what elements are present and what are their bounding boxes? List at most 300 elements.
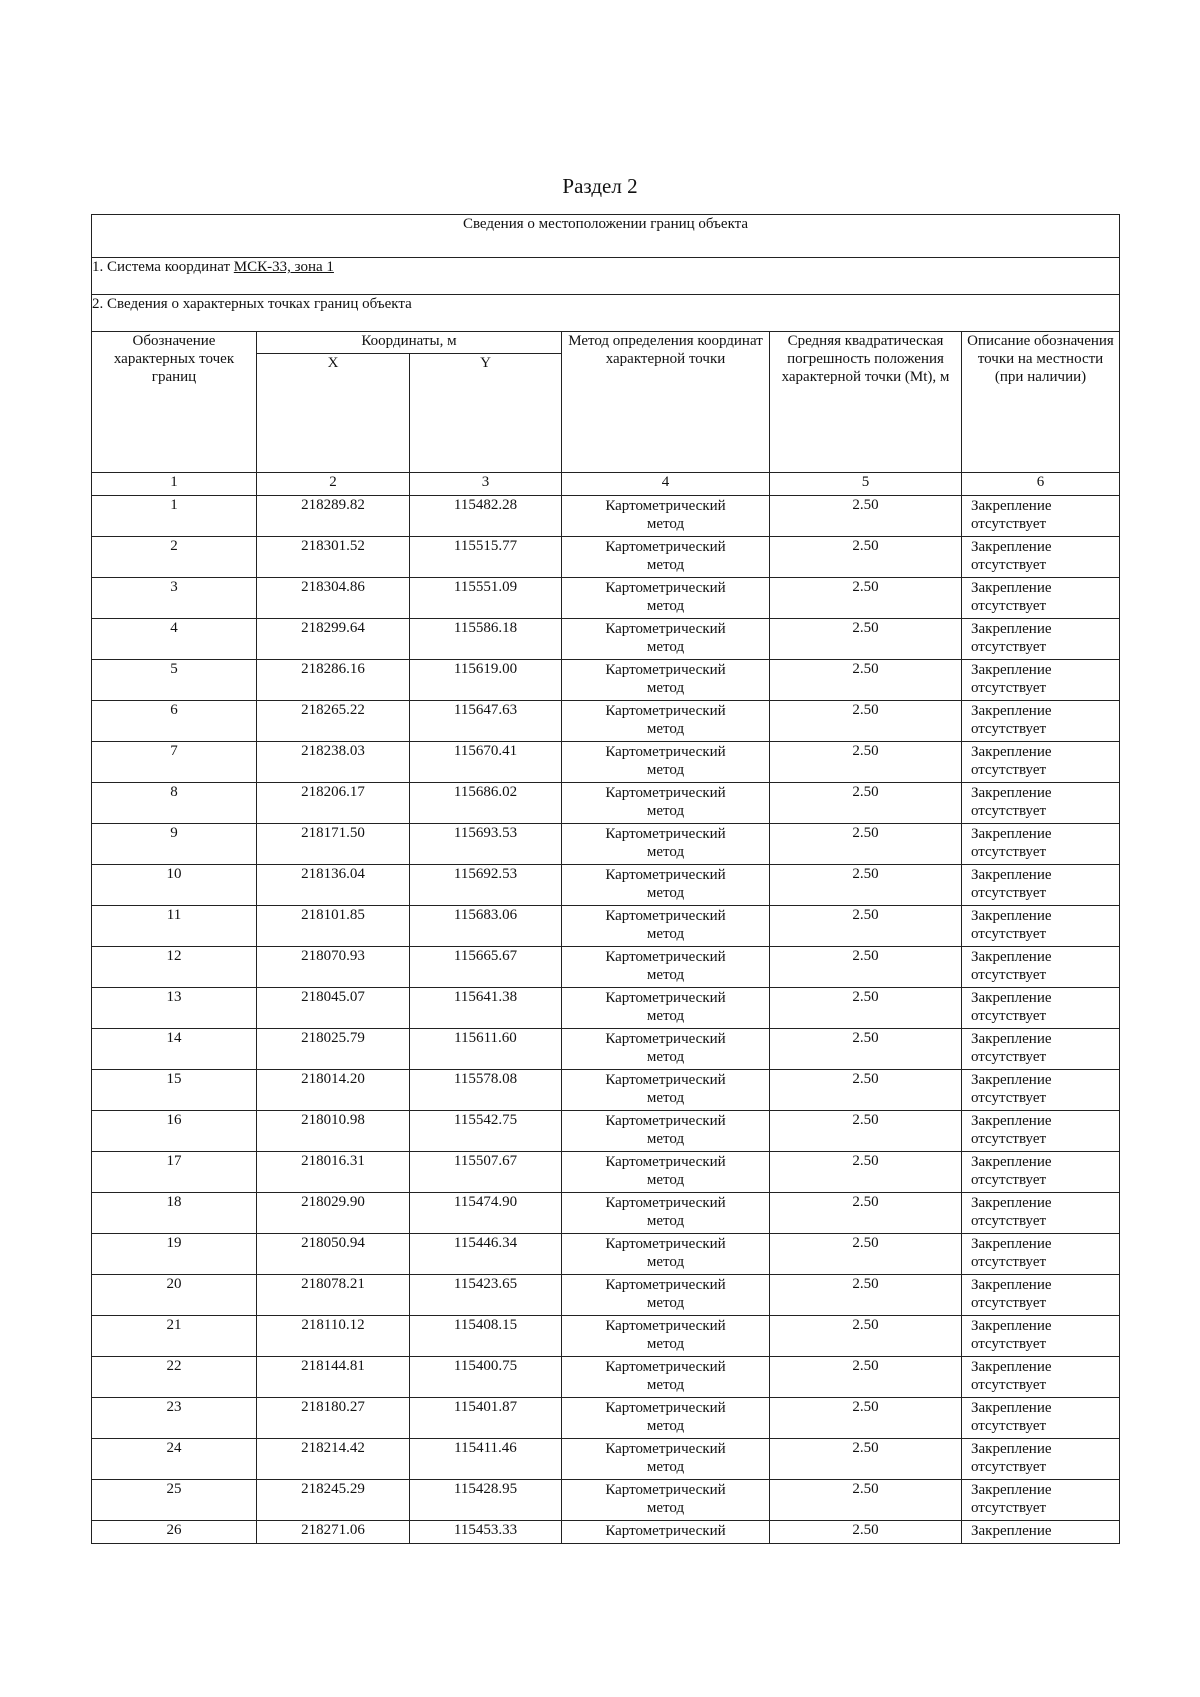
header-y: Y (410, 354, 562, 473)
coord-y: 115670.41 (453, 743, 518, 759)
coord-x: 218029.90 (301, 1194, 365, 1210)
error-value: 2.50 (852, 1194, 879, 1210)
coord-y: 115641.38 (453, 989, 518, 1005)
table-row (92, 1480, 1120, 1521)
cell-y (410, 742, 562, 783)
coord-x: 218014.20 (301, 1071, 365, 1087)
table-row (92, 1357, 1120, 1398)
method-line2: метод (646, 1090, 685, 1106)
method-line1: Картометрический (605, 1523, 726, 1539)
method-line2: метод (646, 1131, 685, 1147)
table-row (92, 865, 1120, 906)
coord-y: 115683.06 (453, 907, 518, 923)
point-number: 8 (170, 784, 178, 800)
cell-number (92, 578, 257, 619)
desc-line1: Закрепление (971, 1318, 1052, 1334)
cell-x (257, 496, 410, 537)
error-value: 2.50 (852, 1071, 879, 1087)
error-value: 2.50 (852, 1030, 879, 1046)
cell-x (257, 906, 410, 947)
boundary-points-table (91, 214, 1120, 1544)
cell-y (410, 1111, 562, 1152)
coord-x: 218214.42 (301, 1440, 365, 1456)
cell-description (962, 1521, 1120, 1544)
error-value: 2.50 (852, 907, 879, 923)
desc-line2: отсутствует (971, 1131, 1047, 1147)
header-designation: Обозначение характерных точек границ (92, 332, 257, 473)
cell-description (962, 1316, 1120, 1357)
coord-x: 218289.82 (301, 497, 365, 513)
method-line2: метод (646, 1213, 685, 1229)
cell-number (92, 906, 257, 947)
desc-line1: Закрепление (971, 662, 1052, 678)
desc-line2: отсутствует (971, 1295, 1047, 1311)
cell-x (257, 1398, 410, 1439)
cell-error (770, 1521, 962, 1544)
cell-method (562, 906, 770, 947)
coord-x: 218238.03 (301, 743, 365, 759)
method-line2: метод (646, 885, 685, 901)
cell-y (410, 1029, 562, 1070)
cell-method (562, 824, 770, 865)
error-value: 2.50 (852, 948, 879, 964)
coord-y: 115619.00 (453, 661, 518, 677)
table-row (92, 701, 1120, 742)
cell-number (92, 1316, 257, 1357)
header-x: X (257, 354, 410, 473)
cell-description (962, 824, 1120, 865)
coord-x: 218010.98 (301, 1112, 365, 1128)
cell-description (962, 1480, 1120, 1521)
method-line2: метод (646, 680, 685, 696)
cell-number (92, 824, 257, 865)
cell-error (770, 988, 962, 1029)
cell-number (92, 1521, 257, 1544)
cell-number (92, 783, 257, 824)
table-row (92, 1521, 1120, 1544)
method-line2: метод (646, 639, 685, 655)
desc-line2: отсутствует (971, 1254, 1047, 1270)
cell-number (92, 1480, 257, 1521)
cell-description (962, 1193, 1120, 1234)
error-value: 2.50 (852, 989, 879, 1005)
cell-number (92, 1029, 257, 1070)
method-line2: метод (646, 1295, 685, 1311)
cell-description (962, 783, 1120, 824)
desc-line1: Закрепление (971, 826, 1052, 842)
coord-x: 218070.93 (301, 948, 365, 964)
cell-x (257, 947, 410, 988)
desc-line1: Закрепление (971, 1236, 1052, 1252)
cell-number (92, 1439, 257, 1480)
method-line2: метод (646, 557, 685, 573)
cell-x (257, 1357, 410, 1398)
cell-error (770, 947, 962, 988)
desc-line2: отсутствует (971, 639, 1047, 655)
coord-x: 218245.29 (301, 1481, 365, 1497)
table-row (92, 1152, 1120, 1193)
method-line2: метод (646, 516, 685, 532)
cell-method (562, 783, 770, 824)
cell-x (257, 1070, 410, 1111)
cell-description (962, 1152, 1120, 1193)
cell-x (257, 1234, 410, 1275)
method-line1: Картометрический (605, 1072, 726, 1088)
cell-error (770, 1029, 962, 1070)
cell-number (92, 701, 257, 742)
cell-y (410, 1398, 562, 1439)
table-row (92, 1111, 1120, 1152)
cell-method (562, 1439, 770, 1480)
cell-x (257, 1521, 410, 1544)
method-line1: Картометрический (605, 1031, 726, 1047)
cell-description (962, 947, 1120, 988)
coord-y: 115693.53 (453, 825, 518, 841)
error-value: 2.50 (852, 743, 879, 759)
coord-x: 218016.31 (301, 1153, 365, 1169)
method-line1: Картометрический (605, 826, 726, 842)
point-number: 25 (166, 1481, 182, 1497)
cell-error (770, 537, 962, 578)
cell-error (770, 742, 962, 783)
coordinate-system-label: 1. Система координат (92, 259, 234, 275)
method-line1: Картометрический (605, 949, 726, 965)
section-title: Раздел 2 (562, 174, 638, 198)
cell-description (962, 578, 1120, 619)
coord-x: 218180.27 (301, 1399, 365, 1415)
desc-line1: Закрепление (971, 1523, 1052, 1539)
table-row (92, 824, 1120, 865)
cell-error (770, 906, 962, 947)
cell-number (92, 1111, 257, 1152)
method-line2: метод (646, 926, 685, 942)
cell-description (962, 496, 1120, 537)
desc-line2: отсутствует (971, 1090, 1047, 1106)
point-number: 6 (170, 702, 178, 718)
error-value: 2.50 (852, 1153, 879, 1169)
table-row (92, 783, 1120, 824)
point-number: 18 (166, 1194, 182, 1210)
error-value: 2.50 (852, 702, 879, 718)
cell-x (257, 824, 410, 865)
cell-method (562, 1234, 770, 1275)
error-value: 2.50 (852, 1317, 879, 1333)
point-number: 15 (166, 1071, 182, 1087)
column-number: 1 (92, 473, 257, 496)
coord-x: 218299.64 (301, 620, 365, 636)
point-number: 7 (170, 743, 178, 759)
method-line2: метод (646, 1049, 685, 1065)
desc-line2: отсутствует (971, 598, 1047, 614)
method-line2: метод (646, 844, 685, 860)
cell-x (257, 578, 410, 619)
desc-line1: Закрепление (971, 949, 1052, 965)
cell-error (770, 1480, 962, 1521)
cell-x (257, 865, 410, 906)
method-line1: Картометрический (605, 990, 726, 1006)
method-line2: метод (646, 598, 685, 614)
point-number: 5 (170, 661, 178, 677)
desc-line2: отсутствует (971, 557, 1047, 573)
point-number: 21 (166, 1317, 182, 1333)
coord-y: 115400.75 (453, 1358, 518, 1374)
method-line1: Картометрический (605, 662, 726, 678)
desc-line1: Закрепление (971, 1113, 1052, 1129)
cell-method (562, 1275, 770, 1316)
desc-line1: Закрепление (971, 785, 1052, 801)
cell-y (410, 1152, 562, 1193)
method-line1: Картометрический (605, 539, 726, 555)
cell-y (410, 1316, 562, 1357)
cell-error (770, 865, 962, 906)
desc-line2: отсутствует (971, 1049, 1047, 1065)
cell-method (562, 1152, 770, 1193)
desc-line1: Закрепление (971, 621, 1052, 637)
cell-method (562, 537, 770, 578)
cell-description (962, 906, 1120, 947)
cell-method (562, 660, 770, 701)
method-line1: Картометрический (605, 1277, 726, 1293)
error-value: 2.50 (852, 784, 879, 800)
desc-line1: Закрепление (971, 1154, 1052, 1170)
method-line1: Картометрический (605, 1318, 726, 1334)
cell-x (257, 619, 410, 660)
cell-y (410, 1480, 562, 1521)
table-row (92, 1029, 1120, 1070)
desc-line2: отсутствует (971, 516, 1047, 532)
coord-y: 115401.87 (453, 1399, 518, 1415)
cell-y (410, 537, 562, 578)
cell-y (410, 906, 562, 947)
method-line2: метод (646, 1377, 685, 1393)
cell-number (92, 1193, 257, 1234)
cell-y (410, 496, 562, 537)
error-value: 2.50 (852, 1399, 879, 1415)
cell-error (770, 1111, 962, 1152)
cell-number (92, 496, 257, 537)
cell-number (92, 537, 257, 578)
cell-y (410, 783, 562, 824)
coord-x: 218144.81 (301, 1358, 365, 1374)
desc-line1: Закрепление (971, 1277, 1052, 1293)
coord-x: 218078.21 (301, 1276, 365, 1292)
method-line1: Картометрический (605, 498, 726, 514)
header-method: Метод определения координат характерной точки (562, 332, 770, 473)
point-number: 9 (170, 825, 178, 841)
error-value: 2.50 (852, 1358, 879, 1374)
cell-x (257, 1316, 410, 1357)
cell-error (770, 1070, 962, 1111)
coord-x: 218304.86 (301, 579, 365, 595)
cell-error (770, 1357, 962, 1398)
column-number: 6 (962, 473, 1120, 496)
coord-x: 218171.50 (301, 825, 365, 841)
cell-y (410, 1357, 562, 1398)
method-line2: метод (646, 1500, 685, 1516)
column-number: 5 (770, 473, 962, 496)
cell-description (962, 660, 1120, 701)
header-coordinates: Координаты, м (257, 332, 562, 354)
error-value: 2.50 (852, 1481, 879, 1497)
table-row (92, 1070, 1120, 1111)
cell-number (92, 947, 257, 988)
cell-method (562, 1398, 770, 1439)
method-line1: Картометрический (605, 1441, 726, 1457)
coord-x: 218025.79 (301, 1030, 365, 1046)
cell-method (562, 578, 770, 619)
cell-description (962, 1439, 1120, 1480)
table-row (92, 1275, 1120, 1316)
column-numbers-row (92, 473, 1120, 496)
column-number: 2 (257, 473, 410, 496)
coord-y: 115665.67 (453, 948, 518, 964)
desc-line1: Закрепление (971, 1482, 1052, 1498)
method-line1: Картометрический (605, 867, 726, 883)
error-value: 2.50 (852, 1440, 879, 1456)
coord-x: 218045.07 (301, 989, 365, 1005)
cell-method (562, 496, 770, 537)
cell-error (770, 1152, 962, 1193)
method-line2: метод (646, 1172, 685, 1188)
cell-x (257, 1029, 410, 1070)
cell-description (962, 1029, 1120, 1070)
cell-x (257, 1275, 410, 1316)
coord-x: 218206.17 (301, 784, 365, 800)
desc-line2: отсутствует (971, 1008, 1047, 1024)
cell-error (770, 619, 962, 660)
desc-line1: Закрепление (971, 990, 1052, 1006)
cell-x (257, 988, 410, 1029)
table-row (92, 1316, 1120, 1357)
desc-line2: отсутствует (971, 1377, 1047, 1393)
cell-x (257, 1111, 410, 1152)
point-number: 23 (166, 1399, 182, 1415)
cell-method (562, 865, 770, 906)
cell-number (92, 1152, 257, 1193)
desc-line2: отсутствует (971, 762, 1047, 778)
coord-y: 115446.34 (453, 1235, 518, 1251)
cell-y (410, 865, 562, 906)
cell-number (92, 619, 257, 660)
point-number: 20 (166, 1276, 182, 1292)
cell-method (562, 1070, 770, 1111)
point-number: 2 (170, 538, 178, 554)
cell-description (962, 988, 1120, 1029)
coord-y: 115482.28 (453, 497, 518, 513)
desc-line1: Закрепление (971, 908, 1052, 924)
cell-error (770, 783, 962, 824)
header-description: Описание обозначения точки на местности (при наличии) (962, 332, 1120, 473)
cell-y (410, 578, 562, 619)
desc-line1: Закрепление (971, 1072, 1052, 1088)
desc-line1: Закрепление (971, 1359, 1052, 1375)
cell-description (962, 1234, 1120, 1275)
coord-y: 115578.08 (453, 1071, 518, 1087)
point-number: 14 (166, 1030, 182, 1046)
desc-line1: Закрепление (971, 1195, 1052, 1211)
point-number: 11 (166, 907, 182, 923)
method-line1: Картометрический (605, 1113, 726, 1129)
coord-y: 115647.63 (453, 702, 518, 718)
coord-y: 115423.65 (453, 1276, 518, 1292)
coord-x: 218301.52 (301, 538, 365, 554)
header-error: Средняя квадратическая погрешность положения характерной точки (Mt), м (770, 332, 962, 473)
coord-y: 115453.33 (453, 1522, 518, 1538)
desc-line1: Закрепление (971, 744, 1052, 760)
desc-line2: отсутствует (971, 1336, 1047, 1352)
cell-y (410, 1439, 562, 1480)
cell-number (92, 1357, 257, 1398)
coord-y: 115428.95 (453, 1481, 518, 1497)
table-row (92, 1234, 1120, 1275)
cell-method (562, 947, 770, 988)
cell-number (92, 1275, 257, 1316)
cell-x (257, 1439, 410, 1480)
cell-y (410, 1275, 562, 1316)
desc-line1: Закрепление (971, 1400, 1052, 1416)
method-line2: метод (646, 803, 685, 819)
cell-error (770, 1193, 962, 1234)
desc-line2: отсутствует (971, 1418, 1047, 1434)
point-number: 12 (166, 948, 182, 964)
cell-y (410, 619, 562, 660)
desc-line1: Закрепление (971, 1031, 1052, 1047)
method-line1: Картометрический (605, 908, 726, 924)
method-line2: метод (646, 721, 685, 737)
column-number: 4 (562, 473, 770, 496)
point-number: 1 (170, 497, 178, 513)
coord-x: 218136.04 (301, 866, 365, 882)
cell-error (770, 701, 962, 742)
coord-x: 218101.85 (301, 907, 365, 923)
coord-y: 115586.18 (453, 620, 518, 636)
error-value: 2.50 (852, 579, 879, 595)
table-row (92, 660, 1120, 701)
desc-line2: отсутствует (971, 1500, 1047, 1516)
method-line2: метод (646, 1459, 685, 1475)
method-line2: метод (646, 1008, 685, 1024)
cell-x (257, 1480, 410, 1521)
cell-method (562, 1193, 770, 1234)
coord-y: 115411.46 (454, 1440, 517, 1456)
desc-line1: Закрепление (971, 1441, 1052, 1457)
cell-x (257, 1193, 410, 1234)
cell-y (410, 1521, 562, 1544)
cell-method (562, 742, 770, 783)
table-row (92, 1398, 1120, 1439)
cell-y (410, 1193, 562, 1234)
cell-method (562, 701, 770, 742)
coord-y: 115611.60 (454, 1030, 517, 1046)
point-number: 17 (166, 1153, 182, 1169)
desc-line1: Закрепление (971, 539, 1052, 555)
cell-description (962, 537, 1120, 578)
cell-error (770, 578, 962, 619)
table-row (92, 619, 1120, 660)
cell-number (92, 1070, 257, 1111)
desc-line1: Закрепление (971, 580, 1052, 596)
table-row (92, 1439, 1120, 1480)
coordinate-system-value: МСК-33, зона 1 (233, 259, 334, 275)
cell-y (410, 824, 562, 865)
coord-x: 218271.06 (301, 1522, 365, 1538)
cell-error (770, 1234, 962, 1275)
cell-x (257, 1152, 410, 1193)
method-line2: метод (646, 762, 685, 778)
method-line2: метод (646, 1254, 685, 1270)
method-line1: Картометрический (605, 785, 726, 801)
method-line1: Картометрический (605, 1195, 726, 1211)
